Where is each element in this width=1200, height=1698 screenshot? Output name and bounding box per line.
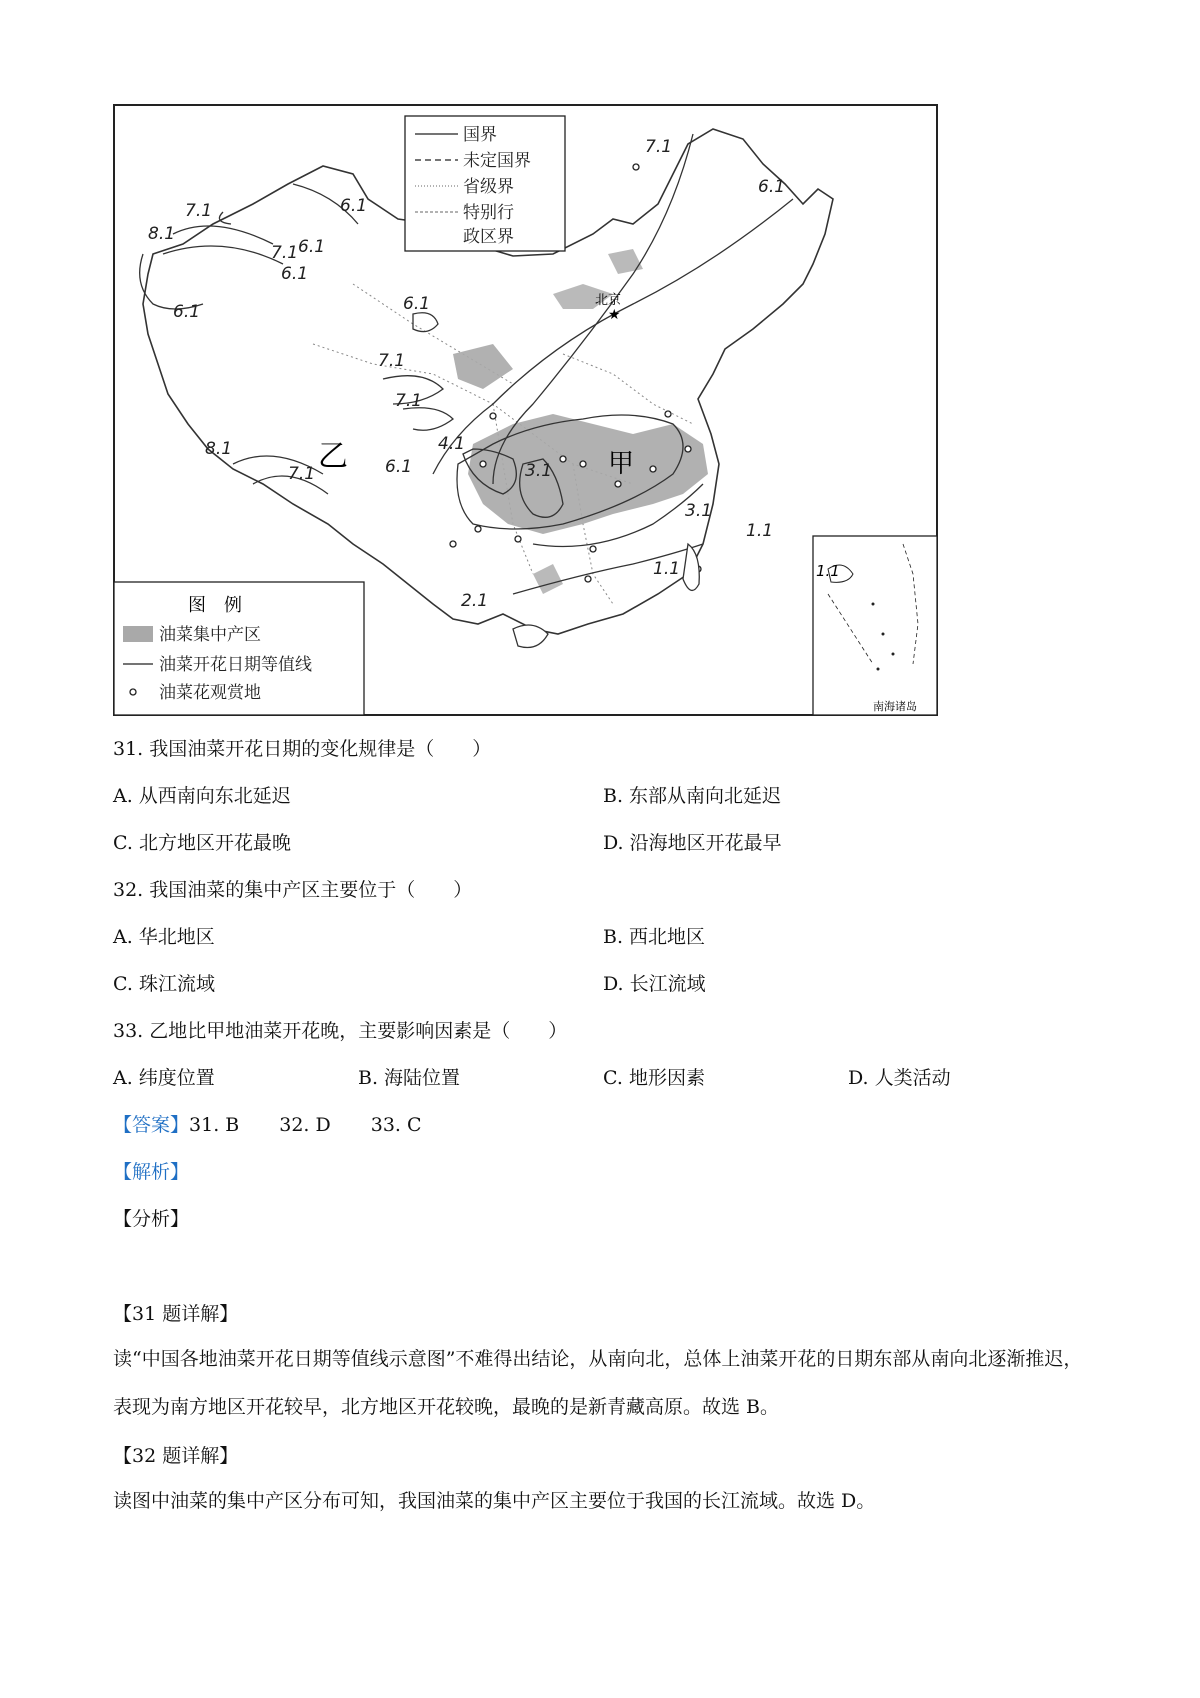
- detail-31-text: 读“中国各地油菜开花日期等值线示意图”不难得出结论，从南向北，总体上油菜开花的日期东部从南向北逐渐推迟，表现为南方地区开花较早，北方地区开花较晚，最晚的是新青藏高原。故选 B。: [113, 1348, 1083, 1418]
- south-china-sea-inset: [813, 536, 937, 715]
- answer-label: 【答案】: [113, 1114, 190, 1136]
- answer-31: 31. B: [189, 1114, 240, 1136]
- question-33-stem: 33. 乙地比甲地油菜开花晚，主要影响因素是（ ）: [113, 1020, 568, 1042]
- legend-provincial-border: 省级界: [463, 177, 514, 197]
- fenxi-label: 【分析】: [113, 1208, 190, 1230]
- detail-32-heading: 【32 题详解】: [113, 1445, 239, 1467]
- isoline-label: 3.1: [525, 461, 553, 481]
- inset-label: 南海诸岛: [873, 700, 917, 713]
- legend-special-region-2: 政区界: [463, 227, 514, 247]
- isoline-label: 7.1: [271, 243, 299, 263]
- isoline-label: 1.1: [653, 559, 681, 579]
- legend-isoline: 油菜开花日期等值线: [159, 655, 312, 675]
- legend-title: 图 例: [188, 595, 242, 616]
- isoline-label: 6.1: [340, 196, 368, 216]
- isoline-label: 6.1: [758, 177, 786, 197]
- analysis-label: 【解析】: [113, 1161, 190, 1183]
- q32-option-c: C. 珠江流域: [113, 973, 215, 995]
- isoline-label: 7.1: [288, 464, 316, 484]
- china-rapeseed-map: [113, 104, 938, 716]
- beijing-label: 北京: [595, 293, 622, 308]
- isoline-label: 1.1: [746, 521, 774, 541]
- isoline-label-inset: 1.1: [816, 562, 840, 580]
- legend-viewing-site: 油菜花观赏地: [159, 683, 261, 703]
- isoline-label: 4.1: [438, 434, 466, 454]
- isoline-label: 8.1: [205, 439, 233, 459]
- isoline-label: 6.1: [385, 457, 413, 477]
- isoline-label: 7.1: [395, 391, 423, 411]
- boundary-legend: [405, 116, 565, 251]
- q33-option-b: B. 海陆位置: [358, 1067, 461, 1089]
- isoline-label: 7.1: [645, 137, 673, 157]
- place-label-yi: 乙: [318, 439, 348, 474]
- place-label-jia: 甲: [608, 449, 635, 479]
- isoline-label: 6.1: [173, 302, 201, 322]
- isoline-label: 3.1: [685, 501, 713, 521]
- beijing-star: ★: [608, 307, 621, 323]
- isoline-label: 8.1: [148, 224, 176, 244]
- q31-option-d: D. 沿海地区开花最早: [603, 832, 782, 854]
- q32-option-a: A. 华北地区: [113, 926, 215, 948]
- q31-option-b: B. 东部从南向北延迟: [603, 785, 782, 807]
- q33-option-a: A. 纬度位置: [113, 1067, 215, 1089]
- q32-option-b: B. 西北地区: [603, 926, 706, 948]
- q33-option-d: D. 人类活动: [848, 1067, 951, 1089]
- isoline-label: 7.1: [185, 201, 213, 221]
- question-32-stem: 32. 我国油菜的集中产区主要位于（ ）: [113, 879, 473, 901]
- question-31-stem: 31. 我国油菜开花日期的变化规律是（ ）: [113, 738, 492, 760]
- legend-special-region-1: 特别行: [463, 203, 514, 223]
- detail-32-text: 读图中油菜的集中产区分布可知，我国油菜的集中产区主要位于我国的长江流域。故选 D。: [113, 1490, 876, 1512]
- detail-31-heading: 【31 题详解】: [113, 1303, 239, 1325]
- isoline-label: 2.1: [461, 591, 489, 611]
- isoline-label: 6.1: [403, 294, 431, 314]
- answer-33: 33. C: [370, 1114, 422, 1136]
- isoline-label: 6.1: [281, 264, 309, 284]
- answer-line: [113, 1112, 422, 1138]
- legend-national-border: 国界: [463, 125, 497, 145]
- q33-option-c: C. 地形因素: [603, 1067, 705, 1089]
- answer-32: 32. D: [279, 1114, 331, 1136]
- isoline-label: 7.1: [378, 351, 406, 371]
- map-legend: [114, 582, 364, 715]
- legend-rapeseed-area: 油菜集中产区: [159, 625, 261, 645]
- isoline-label: 6.1: [298, 237, 326, 257]
- q32-option-d: D. 长江流域: [603, 973, 706, 995]
- q31-option-c: C. 北方地区开花最晚: [113, 832, 291, 854]
- legend-undetermined-border: 未定国界: [463, 151, 531, 171]
- q31-option-a: A. 从西南向东北延迟: [113, 785, 291, 807]
